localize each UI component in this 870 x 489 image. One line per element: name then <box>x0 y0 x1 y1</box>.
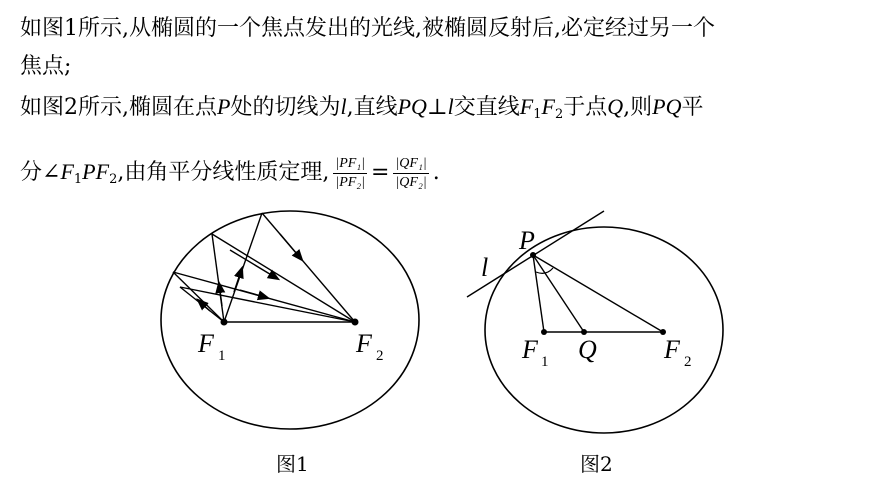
line3-F2: F <box>541 94 555 119</box>
focus-f1-point <box>221 319 228 326</box>
point-f1 <box>541 329 547 335</box>
ellipse-1 <box>161 211 419 429</box>
line4-a: 分∠ <box>20 160 61 185</box>
fig1-label-f2: F <box>356 329 372 358</box>
line4-eq: = <box>371 160 390 185</box>
angle-arc <box>536 268 553 273</box>
line3-f: ,则 <box>623 95 653 120</box>
fig2-label-p: P <box>519 226 535 255</box>
line1-text: 如图1所示,从椭圆的一个焦点发出的光线,被椭圆反射后,必定经过另一个 <box>20 16 715 41</box>
line3-F1: F <box>519 94 534 119</box>
line3-c: ,直线 <box>346 95 398 120</box>
fig2-label-f1: F <box>522 335 538 364</box>
line3-a: 如图2所示,椭圆在点 <box>20 95 217 120</box>
line3-sub1: 1 <box>533 107 542 122</box>
fig2-label-f2: F <box>664 335 680 364</box>
fig1-label-f1-sub: 1 <box>218 348 226 364</box>
fig1-label-f1: F <box>198 329 214 358</box>
line3-l: l <box>340 94 347 119</box>
fig1-label-f2-sub: 2 <box>376 348 384 364</box>
frac2-den: |QF₂| <box>395 174 427 190</box>
focus-f2-point <box>352 319 359 326</box>
line4-F: F <box>60 159 74 184</box>
line2-text: 焦点; <box>20 54 72 79</box>
frac1-den: |PF₂| <box>335 174 366 190</box>
line4-sub2: 2 <box>109 172 118 187</box>
fig2-label-f1-sub: 1 <box>541 354 549 370</box>
line3-Q: Q <box>607 94 624 119</box>
light-rays <box>173 213 355 322</box>
line3-e: 于点 <box>563 95 608 120</box>
ellipse-2 <box>485 227 723 433</box>
line3-P: P <box>217 94 231 119</box>
fig2-label-l: l <box>481 253 489 282</box>
figure-2-caption: 图2 <box>580 452 613 476</box>
line3-perp: ⊥ <box>426 95 448 120</box>
fig2-label-f2-sub: 2 <box>684 354 692 370</box>
line4-PF: PF <box>82 159 110 184</box>
line4-sub1: 1 <box>73 172 83 187</box>
line3-d: 交直线 <box>453 95 520 120</box>
line4-end: . <box>432 160 440 185</box>
line3-sub2: 2 <box>554 107 564 122</box>
frac2-num: |QF₁| <box>393 155 428 174</box>
frac1-num: |PF₁| <box>333 155 367 174</box>
figure-1-caption: 图1 <box>276 452 309 476</box>
line3-PQ: PQ <box>397 94 427 119</box>
line3-l2: l <box>447 94 454 119</box>
fig2-label-q: Q <box>578 335 597 364</box>
line4-b: ,由角平分线性质定理, <box>117 160 330 185</box>
line3-g: 平 <box>681 95 704 120</box>
fig2-lines <box>533 255 663 332</box>
line3-PQ2: PQ <box>652 94 682 119</box>
line3-b: 处的切线为 <box>230 95 341 120</box>
